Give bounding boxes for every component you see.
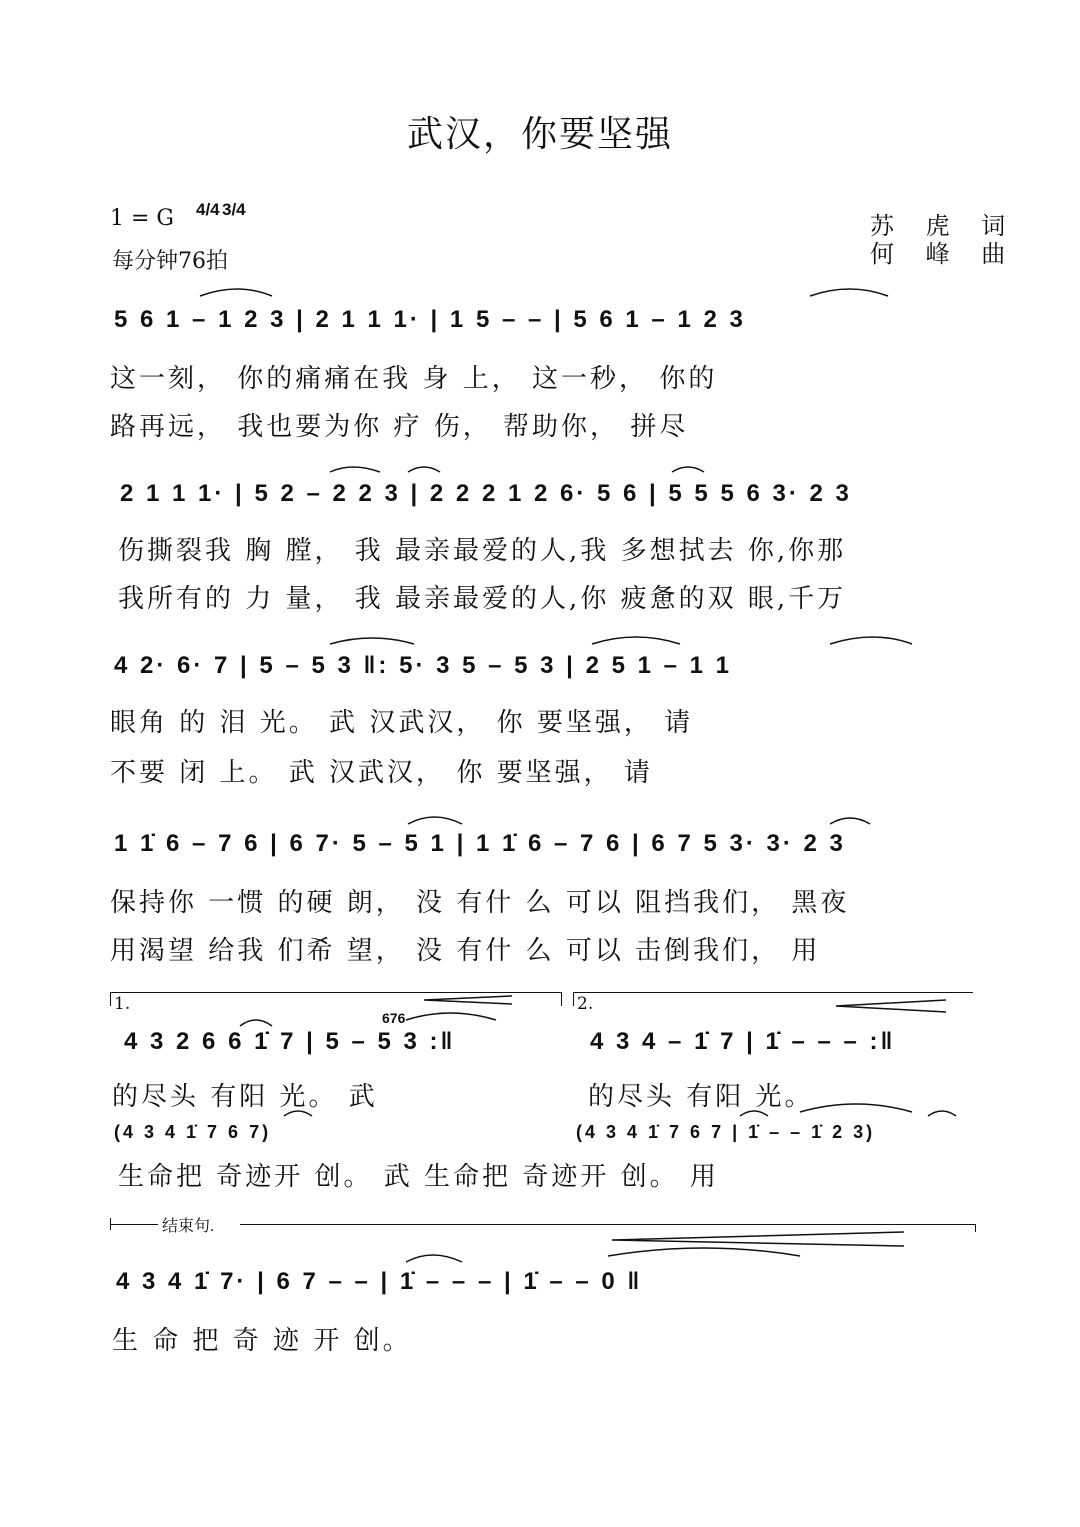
slur-18 [608, 1248, 800, 1256]
slur-3 [330, 467, 380, 472]
crescendo-3 [612, 1232, 904, 1246]
slur-14 [740, 1111, 768, 1116]
system-2-notes: 2 1 1 1· | 5 2 – 2 2 3 | 2 2 2 1 2 6· 5 6 | 5 5 5 6 3· 2 3 [120, 480, 852, 507]
slur-15 [800, 1104, 912, 1112]
song-title: 武汉，你要坚强 [406, 114, 673, 155]
crescendo-1 [424, 996, 512, 1004]
system-3-lyrics-verse-1: 眼角 的 泪 光。 武 汉武汉， 你 要坚强， 请 [110, 708, 694, 738]
slur-1 [200, 289, 272, 296]
time-signature-2: 3/4 [222, 200, 246, 219]
system-6-lyrics: 生 命 把 奇 迹 开 创。 [112, 1326, 412, 1356]
slur-2 [810, 289, 888, 296]
slur-16 [928, 1111, 956, 1116]
system-5-lyrics-ending-2: 的尽头 有阳 光。 [588, 1082, 814, 1112]
slur-6 [330, 638, 414, 644]
system-5-alt-notes-1: (4 3 4 1̇ 7 6 7) [114, 1122, 272, 1142]
system-3-notes: 4 2· 6· 7 | 5 – 5 3 ‖: 5· 3 5 – 5 3 | 2 5 1 – 1 1 [114, 652, 732, 679]
system-5-notes-ending-2: 4 3 4 – 1̇ 7 | 1̇ – – – :‖ [590, 1028, 896, 1055]
slur-13 [284, 1111, 312, 1116]
system-5-alt-lyrics: 生命把 奇迹开 创。 武 生命把 奇迹开 创。 用 [118, 1162, 719, 1192]
system-1-lyrics-verse-2: 路再远， 我也要为你 疗 伤， 帮助你， 拼尽 [110, 412, 689, 442]
tempo-marking: 每分钟76拍 [112, 249, 228, 274]
system-4-notes: 1 1̇ 6 – 7 6 | 6 7· 5 – 5 1 | 1 1̇ 6 – 7 6 | 6 7 5 3· 3· 2 3 [114, 830, 846, 857]
system-4-lyrics-verse-2: 用渴望 给我 们希 望， 没 有什 么 可以 击倒我们， 用 [110, 936, 821, 966]
time-signature-1: 4/4 [196, 200, 220, 219]
system-3-lyrics-verse-2: 不要 闭 上。 武 汉武汉， 你 要坚强， 请 [110, 758, 653, 788]
crescendo-2 [836, 1000, 946, 1012]
system-2-lyrics-verse-2: 我所有的 力 量， 我 最亲最爱的人,你 疲惫的双 眼,千万 [118, 584, 847, 614]
system-5-alt-notes-2: (4 3 4 1̇ 7 6 7 | 1̇ – – 1̇ 2 3) [576, 1122, 876, 1142]
slur-7 [592, 637, 680, 644]
slur-4 [408, 467, 440, 472]
system-6-notes: 4 3 4 1̇ 7· | 6 7 – – | 1̇ – – – | 1̇ – – 0 ‖ [116, 1268, 643, 1295]
system-2-lyrics-verse-1: 伤撕裂我 胸 膛， 我 最亲最爱的人,我 多想拭去 你,你那 [118, 536, 847, 566]
system-5-notes-ending-1: 4 3 2 6 6 1̇ 7 | 5 – 5 3 :‖ [124, 1028, 456, 1055]
slur-8 [830, 637, 912, 644]
slur-17 [406, 1255, 462, 1262]
slur-9 [408, 817, 462, 824]
key-signature: 1 = G [110, 206, 174, 231]
volta-2-label: 2. [577, 994, 594, 1014]
coda-label: 结束句. [162, 1218, 215, 1235]
composer-credit: 何 峰 曲 [870, 240, 1018, 268]
system-4-lyrics-verse-1: 保持你 一惯 的硬 朗， 没 有什 么 可以 阻挡我们， 黑夜 [110, 888, 850, 918]
slur-10 [830, 818, 870, 824]
system-1-notes: 5 6 1 – 1 2 3 | 2 1 1 1· | 1 5 – – | 5 6 1 – 1 2 3 [114, 306, 746, 333]
slur-5 [672, 467, 704, 472]
slur-12 [406, 1013, 496, 1020]
slur-11 [240, 1020, 272, 1026]
grace-notes: 676 [382, 1010, 406, 1026]
system-1-lyrics-verse-1: 这一刻， 你的痛痛在我 身 上， 这一秒， 你的 [110, 364, 718, 394]
system-5-lyrics-ending-1: 的尽头 有阳 光。 武 [112, 1082, 378, 1112]
lyricist-credit: 苏 虎 词 [870, 212, 1018, 240]
volta-1-label: 1. [114, 994, 131, 1014]
